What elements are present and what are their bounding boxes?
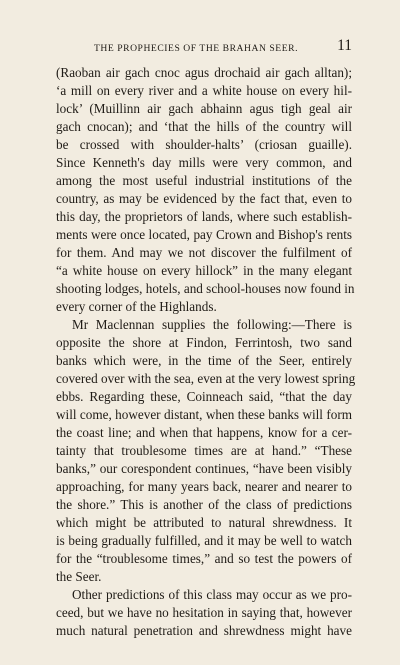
running-head: THE PROPHECIES OF THE BRAHAN SEER. — [94, 43, 299, 54]
text-line: for them. And may we not discover the fulfilment of — [56, 245, 352, 261]
page-header — [56, 38, 352, 58]
text-line: country, as may be evidenced by the fact that, even to — [56, 191, 352, 207]
text-line: will come, however distant, when these banks will form — [56, 407, 352, 423]
text-line: gach cnocan); and ‘that the hills of the country will — [56, 119, 352, 135]
text-line: this day, the proprietors of lands, where such establish- — [56, 209, 352, 225]
text-line: among the most useful industrial institutions of the — [56, 173, 352, 189]
text-line: covered over with the sea, even at the very lowest spring — [56, 371, 356, 387]
text-line: banks which were, in the time of the Seer, entirely — [56, 353, 352, 369]
text-line: be crossed with shoulder-halts’ (criosan guaille). — [56, 137, 352, 153]
text-line: the shore.” This is another of the class of predictions — [56, 497, 352, 513]
text-line: shooting lodges, hotels, and school-houses now found in — [56, 281, 355, 297]
text-line: every corner of the Highlands. — [56, 299, 217, 315]
text-line: the coast line; and when that happens, know for a cer- — [56, 425, 352, 441]
text-line: “a white house on every hillock” in the many elegant — [56, 263, 352, 279]
text-line: which might be attributed to natural shrewdness. It — [56, 515, 352, 531]
text-line: banks,” our corespondent continues, “have been visibly — [56, 461, 352, 477]
text-line: is being gradually fulfilled, and it may be well to watch — [56, 533, 352, 549]
text-line: ebbs. Regarding these, Coinneach said, “that the day — [56, 389, 352, 405]
text-line: ‘a mill on every river and a white house on every hil- — [56, 83, 352, 99]
text-line: much natural penetration and shrewdness might have — [56, 623, 352, 639]
page-number: 11 — [337, 37, 352, 54]
text-line: (Raoban air gach cnoc agus drochaid air gach alltan); — [56, 65, 352, 80]
text-line: Mr Maclennan supplies the following:—There is — [72, 317, 352, 333]
text-line: Other predictions of this class may occur as we pro- — [72, 587, 352, 603]
text-line: opposite the shore at Findon, Ferrintosh, two sand — [56, 335, 352, 351]
text-line: Since Kenneth's day mills were very common, and — [56, 155, 352, 171]
text-line: the Seer. — [56, 569, 102, 585]
body-text — [56, 64, 356, 641]
text-line: ments were once located, pay Crown and Bishop's rents — [56, 227, 352, 243]
text-line: tainty that troublesome times are at hand.” “These — [56, 443, 352, 459]
text-line: approaching, for many years back, nearer and nearer to — [56, 479, 352, 495]
text-line: lock’ (Muillinn air gach abhainn agus tigh geal air — [56, 101, 352, 117]
text-line: ceed, but we have no hesitation in saying that, however — [56, 605, 352, 621]
text-line: for the “troublesome times,” and so test the powers of — [56, 551, 352, 567]
